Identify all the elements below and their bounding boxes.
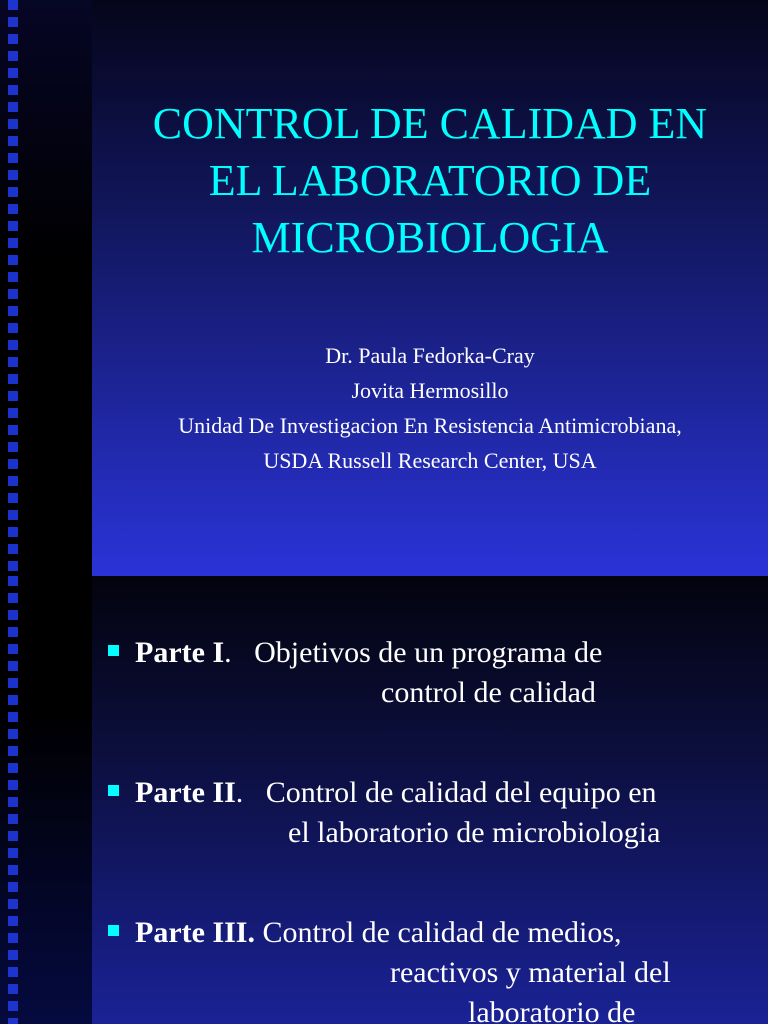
bullet-line: Control de calidad del equipo en — [243, 776, 657, 809]
bullet-separator: . — [235, 776, 244, 809]
bullet-line: laboratorio de — [468, 996, 636, 1024]
author-name: Jovita Hermosillo — [351, 378, 509, 403]
slide-background — [92, 0, 768, 576]
author-name: Dr. Paula Fedorka-Cray — [325, 343, 535, 368]
bullet-text — [135, 913, 765, 1024]
bullet-square-icon — [108, 925, 119, 936]
bullet-separator: . — [224, 636, 232, 669]
bullet-line: Objetivos de un programa de — [231, 636, 603, 669]
bullet-line: el laboratorio de microbiologia — [288, 816, 661, 849]
bullet-square-icon — [108, 645, 119, 656]
bullet-label: Parte II — [135, 776, 236, 809]
affiliation: Unidad De Investigacion En Resistencia Antimicrobiana, — [178, 413, 682, 438]
bullet-text — [135, 773, 765, 853]
bullet-line: Control de calidad de medios, — [254, 916, 622, 949]
square-pattern — [8, 576, 18, 1024]
title-line: CONTROL DE CALIDAD EN — [152, 99, 708, 148]
bullet-square-icon — [108, 785, 119, 796]
bullet-label: Parte III. — [135, 916, 255, 949]
square-pattern — [8, 0, 18, 576]
title-line: EL LABORATORIO DE — [208, 156, 652, 205]
authors-block — [92, 338, 768, 478]
affiliation: USDA Russell Research Center, USA — [263, 448, 597, 473]
bullet-line: control de calidad — [381, 676, 596, 709]
bullet-text — [135, 633, 765, 713]
bullet-line: reactivos y material del — [390, 956, 671, 989]
title-line: MICROBIOLOGIA — [251, 213, 609, 262]
left-decorative-strip — [0, 576, 92, 1024]
left-decorative-strip — [0, 0, 92, 576]
bullet-label: Parte I — [135, 636, 225, 669]
slide-title — [92, 95, 768, 266]
outline-slide — [0, 576, 768, 1024]
